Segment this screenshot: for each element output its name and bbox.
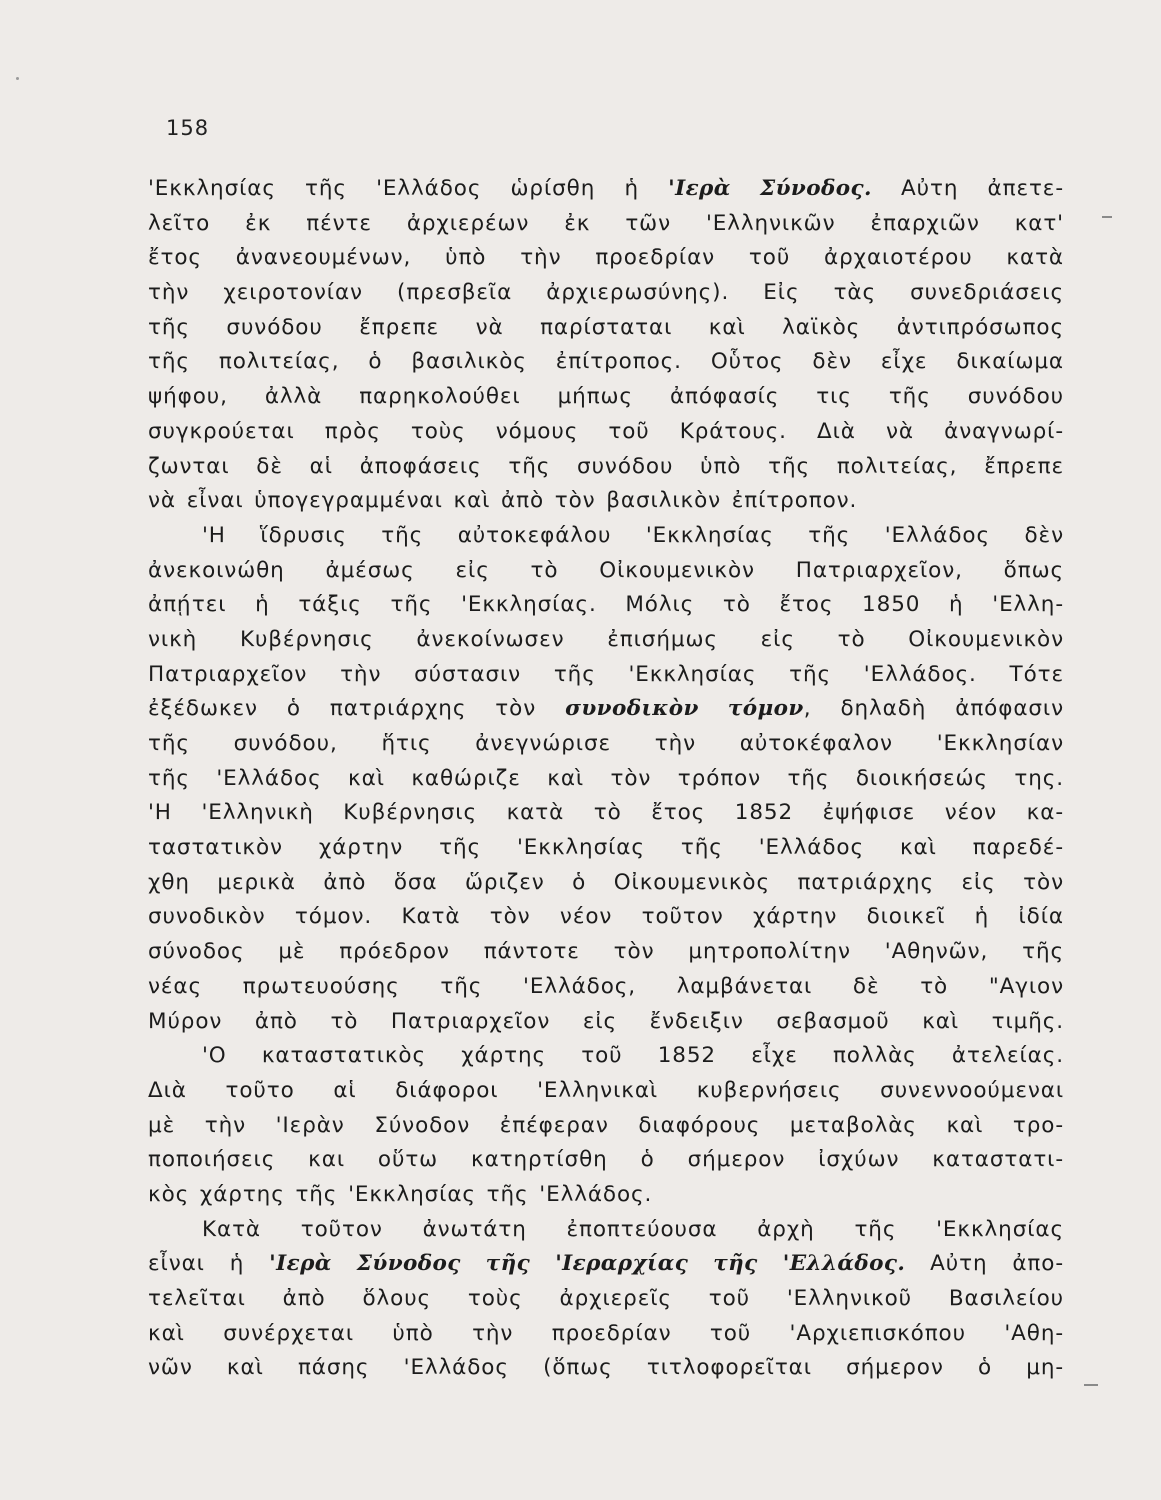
- text-line: [148, 727, 1064, 762]
- text-segment: 'Εκκλησίας τῆς 'Ελλάδος ὡρίσθη ἡ: [148, 176, 669, 201]
- text-segment: τῆς συνόδου ἔπρεπε νὰ παρίσταται καὶ λαϊκὸς ἀντιπρόσωπος: [148, 314, 1064, 340]
- text-line: [148, 1109, 1064, 1144]
- text-segment: κὸς χάρτης τῆς 'Εκκλησίας τῆς 'Ελλάδος.: [148, 1181, 653, 1207]
- emphasized-term: 'Ιερὰ Σύνοδος.: [668, 176, 872, 201]
- text-line: [148, 172, 1064, 207]
- body-text: [148, 172, 1064, 1386]
- text-line: [148, 311, 1064, 346]
- text-line: [148, 1178, 1064, 1213]
- text-segment: νέας πρωτευούσης τῆς 'Ελλάδος, λαμβάνεται δὲ τὸ "Αγιον: [148, 973, 1064, 999]
- text-segment: ἔτος ἀνανεουμένων, ὑπὸ τὴν προεδρίαν τοῦ ἀρχαιοτέρου κατὰ: [148, 245, 1064, 271]
- text-line: [148, 1074, 1064, 1109]
- text-segment: 'Η ἵδρυσις τῆς αὐτοκεφάλου 'Εκκλησίας τῆς 'Ελλάδος δὲν: [202, 522, 1064, 548]
- text-segment: εἶναι ἡ: [148, 1251, 270, 1277]
- text-line: [148, 866, 1064, 901]
- text-line: [148, 692, 1064, 727]
- text-segment: νὰ εἶναι ὑπογεγραμμέναι καὶ ἀπὸ τὸν βασιλικὸν ἐπίτροπον.: [148, 488, 858, 514]
- text-line: [148, 1282, 1064, 1317]
- text-segment: τῆς 'Ελλάδος καὶ καθώριζε καὶ τὸν τρόπον τῆς διοικήσεώς της.: [148, 765, 1064, 791]
- page-speck: [16, 77, 19, 80]
- text-segment: , δηλαδὴ ἀπόφασιν: [803, 696, 1065, 722]
- text-line: [148, 1247, 1064, 1282]
- text-segment: ποποιήσεις και οὕτω κατηρτίσθη ὁ σήμερον ἰσχύων καταστατι-: [148, 1147, 1064, 1173]
- margin-mark: [1084, 1384, 1098, 1386]
- text-line: [148, 276, 1064, 311]
- text-line: [148, 241, 1064, 276]
- text-line: [148, 970, 1064, 1005]
- text-segment: σύνοδος μὲ πρόεδρον πάντοτε τὸν μητροπολίτην 'Αθηνῶν, τῆς: [148, 939, 1064, 965]
- text-segment: ἀνεκοινώθη ἀμέσως εἰς τὸ Οἰκουμενικὸν Πατριαρχεῖον, ὅπως: [148, 557, 1064, 583]
- text-line: [148, 796, 1064, 831]
- text-segment: λεῖτο ἐκ πέντε ἀρχιερέων ἐκ τῶν 'Ελληνικῶν ἐπαρχιῶν κατ': [148, 210, 1064, 236]
- text-segment: τελεῖται ἀπὸ ὅλους τοὺς ἀρχιερεῖς τοῦ 'Ελληνικοῦ Βασιλείου: [148, 1286, 1064, 1311]
- text-segment: Αὐτη ἀπο-: [905, 1251, 1064, 1277]
- text-segment: Μύρον ἀπὸ τὸ Πατριαρχεῖον εἰς ἔνδειξιν σεβασμοῦ καὶ τιμῆς.: [148, 1008, 1064, 1034]
- text-line: [148, 415, 1064, 450]
- text-segment: νῶν καὶ πάσης 'Ελλάδος (ὅπως τιτλοφορεῖται σήμερον ὁ μη-: [148, 1355, 1064, 1381]
- text-line: [148, 658, 1064, 693]
- text-line: [148, 935, 1064, 970]
- text-line: [148, 345, 1064, 380]
- text-line: [148, 900, 1064, 935]
- text-segment: ζωνται δὲ αἱ ἀποφάσεις τῆς συνόδου ὑπὸ τῆς πολιτείας, ἔπρεπε: [148, 453, 1064, 479]
- text-segment: Διὰ τοῦτο αἱ διάφοροι 'Ελληνικαὶ κυβερνήσεις συνεννοούμεναι: [148, 1077, 1064, 1103]
- text-segment: τῆς συνόδου, ἥτις ἀνεγνώρισε τὴν αὐτοκέφαλον 'Εκκλησίαν: [148, 731, 1064, 756]
- text-line: [148, 588, 1064, 623]
- text-line: [148, 207, 1064, 242]
- text-line: [148, 554, 1064, 589]
- text-segment: Πατριαρχεῖον τὴν σύστασιν τῆς 'Εκκλησίας τῆς 'Ελλάδος. Τότε: [148, 661, 1064, 687]
- text-line: [148, 380, 1064, 415]
- emphasized-term: 'Ιερὰ Σύνοδος τῆς 'Ιεραρχίας τῆς 'Ελλάδος.: [269, 1251, 906, 1277]
- text-segment: ἀπῄτει ἡ τάξις τῆς 'Εκκλησίας. Μόλις τὸ ἔτος 1850 ἡ 'Ελλη-: [148, 592, 1064, 618]
- text-segment: 'Η 'Ελληνικὴ Κυβέρνησις κατὰ τὸ ἔτος 1852 ἐψήφισε νέον κα-: [148, 800, 1064, 826]
- text-line: [148, 450, 1064, 485]
- text-line: [148, 1351, 1064, 1386]
- text-segment: συνοδικὸν τόμον. Κατὰ τὸν νέον τοῦτον χάρτην διοικεῖ ἡ ἰδία: [148, 904, 1064, 930]
- text-line: [148, 762, 1064, 797]
- text-segment: ἐξέδωκεν ὁ πατριάρχης τὸν: [148, 696, 566, 722]
- text-segment: ψήφου, ἀλλὰ παρηκολούθει μήπως ἀπόφασίς τις τῆς συνόδου: [148, 384, 1064, 410]
- text-line: [148, 1039, 1064, 1074]
- text-line: [148, 1317, 1064, 1352]
- text-segment: νικὴ Κυβέρνησις ἀνεκοίνωσεν ἐπισήμως εἰς τὸ Οἰκουμενικὸν: [148, 626, 1064, 652]
- text-segment: Κατὰ τοῦτον ἀνωτάτη ἐποπτεύουσα ἀρχὴ τῆς 'Εκκλησίας: [202, 1216, 1064, 1242]
- margin-mark: [1102, 216, 1112, 218]
- text-line: [148, 623, 1064, 658]
- text-segment: καὶ συνέρχεται ὑπὸ τὴν προεδρίαν τοῦ 'Αρχιεπισκόπου 'Αθη-: [148, 1320, 1064, 1346]
- text-segment: συγκρούεται πρὸς τοὺς νόμους τοῦ Κράτους. Διὰ νὰ ἀναγνωρί-: [148, 418, 1064, 444]
- text-line: [148, 1213, 1064, 1248]
- text-segment: χθη μερικὰ ἀπὸ ὅσα ὥριζεν ὁ Οἰκουμενικὸς πατριάρχης εἰς τὸν: [148, 869, 1064, 895]
- text-segment: Αὐτη ἀπετε-: [871, 176, 1064, 201]
- text-line: [148, 831, 1064, 866]
- text-line: [148, 484, 1064, 519]
- text-segment: τὴν χειροτονίαν (πρεσβεῖα ἀρχιερωσύνης). Εἰς τὰς συνεδριάσεις: [148, 280, 1064, 306]
- text-line: [148, 519, 1064, 554]
- text-line: [148, 1005, 1064, 1040]
- page-number: 158: [166, 116, 210, 140]
- text-line: [148, 1143, 1064, 1178]
- text-segment: μὲ τὴν 'Ιερὰν Σύνοδον ἐπέφεραν διαφόρους μεταβολὰς καὶ τρο-: [148, 1112, 1064, 1138]
- text-segment: τῆς πολιτείας, ὁ βασιλικὸς ἐπίτροπος. Οὗτος δὲν εἶχε δικαίωμα: [148, 349, 1064, 375]
- text-segment: 'Ο καταστατικὸς χάρτης τοῦ 1852 εἶχε πολλὰς ἀτελείας.: [202, 1043, 1064, 1069]
- emphasized-term: συνοδικὸν τόμον: [565, 696, 804, 722]
- text-segment: ταστατικὸν χάρτην τῆς 'Εκκλησίας τῆς 'Ελλάδος καὶ παρεδέ-: [148, 835, 1064, 861]
